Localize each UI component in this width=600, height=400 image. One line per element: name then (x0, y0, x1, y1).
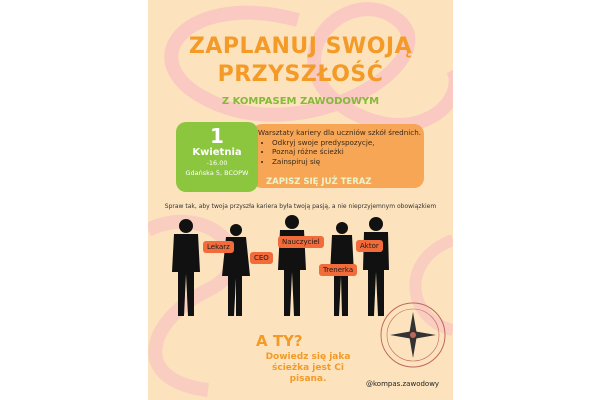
signup-cta[interactable]: ZAPISZ SIĘ JUŻ TERAZ (266, 177, 372, 187)
info-bullet: • Zainspiruj się (272, 157, 428, 167)
info-bullets (258, 138, 428, 167)
date-time: -16.00 (206, 159, 228, 167)
info-text (258, 128, 428, 166)
date-box (176, 122, 258, 192)
motto: Spraw tak, aby twoja przyszła kariera była twoją pasją, a nie nieprzyjemnym obowiązkiem (164, 203, 437, 210)
title-line-1: ZAPLANUJ SWOJĄ (188, 34, 413, 59)
question-line-1: Dowiedz się jaka (265, 352, 351, 362)
label-aktor: Aktor (356, 240, 383, 252)
label-lekarz: Lekarz (203, 241, 234, 253)
title-line-2: PRZYSZŁOŚĆ (217, 62, 384, 87)
date-day: 1 (210, 124, 224, 148)
info-lead: Warsztaty kariery dla uczniów szkół średnich. (258, 128, 422, 137)
date-month: Kwietnia (192, 147, 242, 158)
subtitle: Z KOMPASEM ZAWODOWYM (221, 96, 380, 107)
compass-stamp-icon (378, 300, 448, 370)
date-place: Gdańska 5, BCOPW (185, 169, 249, 177)
question-title: A TY? (256, 332, 303, 350)
instagram-handle[interactable]: @kompas.zawodowy (366, 380, 440, 388)
poster (148, 0, 453, 400)
label-trenerka: Trenerka (319, 264, 357, 276)
question-line-2: ścieżka jest Ci pisana. (272, 363, 344, 384)
question-text (258, 352, 358, 385)
label-nauczyciel: Nauczyciel (278, 236, 324, 248)
info-bullet: • Poznaj różne ścieżki (272, 147, 428, 157)
info-bullet: • Odkryj swoje predyspozycje, (272, 138, 428, 148)
label-ceo: CEO (250, 252, 273, 264)
